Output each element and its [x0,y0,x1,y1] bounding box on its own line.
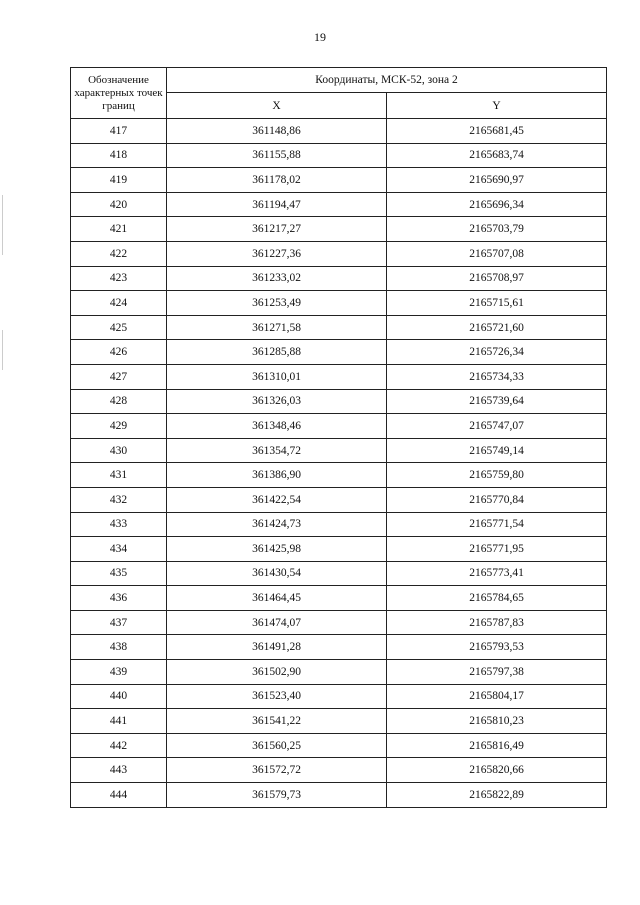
x-coordinate-cell: 361354,72 [167,438,387,463]
table-row [71,143,607,168]
scan-edge-mark [2,195,3,255]
x-coordinate-cell: 361227,36 [167,241,387,266]
table-row [71,291,607,316]
point-number-cell: 430 [71,438,167,463]
x-coordinate-cell: 361541,22 [167,709,387,734]
y-column-header: Y [387,93,607,119]
y-coordinate-cell: 2165820,66 [387,758,607,783]
x-coordinate-cell: 361572,72 [167,758,387,783]
x-coordinate-cell: 361474,07 [167,610,387,635]
point-designation-header: Обозначение характерных точек границ [71,68,167,119]
x-coordinate-cell: 361579,73 [167,783,387,808]
table-row [71,463,607,488]
table-row [71,119,607,144]
table-row [71,414,607,439]
y-coordinate-cell: 2165703,79 [387,217,607,242]
y-coordinate-cell: 2165696,34 [387,192,607,217]
table-row [71,266,607,291]
x-coordinate-cell: 361194,47 [167,192,387,217]
point-number-cell: 432 [71,487,167,512]
table-row [71,709,607,734]
table-row [71,733,607,758]
table-row [71,168,607,193]
y-coordinate-cell: 2165773,41 [387,561,607,586]
point-number-cell: 422 [71,241,167,266]
coordinates-table [70,67,607,808]
point-number-cell: 428 [71,389,167,414]
point-number-cell: 442 [71,733,167,758]
coordinates-header: Координаты, МСК-52, зона 2 [167,68,607,93]
y-coordinate-cell: 2165797,38 [387,660,607,685]
y-coordinate-cell: 2165721,60 [387,315,607,340]
x-column-header: X [167,93,387,119]
x-coordinate-cell: 361155,88 [167,143,387,168]
x-coordinate-cell: 361326,03 [167,389,387,414]
point-number-cell: 426 [71,340,167,365]
table-row [71,241,607,266]
y-coordinate-cell: 2165816,49 [387,733,607,758]
x-coordinate-cell: 361310,01 [167,364,387,389]
x-coordinate-cell: 361178,02 [167,168,387,193]
y-coordinate-cell: 2165793,53 [387,635,607,660]
point-number-cell: 427 [71,364,167,389]
scan-edge-mark [2,330,3,370]
table-row [71,561,607,586]
table-row [71,364,607,389]
y-coordinate-cell: 2165734,33 [387,364,607,389]
point-number-cell: 435 [71,561,167,586]
table-row [71,635,607,660]
x-coordinate-cell: 361285,88 [167,340,387,365]
y-coordinate-cell: 2165771,95 [387,537,607,562]
y-coordinate-cell: 2165771,54 [387,512,607,537]
x-coordinate-cell: 361253,49 [167,291,387,316]
x-coordinate-cell: 361422,54 [167,487,387,512]
table-row [71,512,607,537]
x-coordinate-cell: 361217,27 [167,217,387,242]
y-coordinate-cell: 2165690,97 [387,168,607,193]
point-number-cell: 437 [71,610,167,635]
x-coordinate-cell: 361560,25 [167,733,387,758]
y-coordinate-cell: 2165804,17 [387,684,607,709]
point-number-cell: 429 [71,414,167,439]
y-coordinate-cell: 2165784,65 [387,586,607,611]
table-row [71,684,607,709]
y-coordinate-cell: 2165747,07 [387,414,607,439]
x-coordinate-cell: 361233,02 [167,266,387,291]
table-row [71,758,607,783]
point-number-cell: 440 [71,684,167,709]
table-row [71,438,607,463]
point-number-cell: 444 [71,783,167,808]
point-number-cell: 418 [71,143,167,168]
table-row [71,315,607,340]
point-number-cell: 417 [71,119,167,144]
y-coordinate-cell: 2165759,80 [387,463,607,488]
point-number-cell: 441 [71,709,167,734]
x-coordinate-cell: 361424,73 [167,512,387,537]
table-row [71,192,607,217]
y-coordinate-cell: 2165683,74 [387,143,607,168]
y-coordinate-cell: 2165749,14 [387,438,607,463]
x-coordinate-cell: 361491,28 [167,635,387,660]
table-row [71,586,607,611]
x-coordinate-cell: 361430,54 [167,561,387,586]
table-row [71,340,607,365]
table-row [71,389,607,414]
x-coordinate-cell: 361148,86 [167,119,387,144]
y-coordinate-cell: 2165681,45 [387,119,607,144]
point-number-cell: 439 [71,660,167,685]
table-row [71,610,607,635]
y-coordinate-cell: 2165726,34 [387,340,607,365]
y-coordinate-cell: 2165810,23 [387,709,607,734]
table-body [71,119,607,808]
table-row [71,537,607,562]
x-coordinate-cell: 361425,98 [167,537,387,562]
x-coordinate-cell: 361348,46 [167,414,387,439]
table-row [71,217,607,242]
point-number-cell: 436 [71,586,167,611]
x-coordinate-cell: 361271,58 [167,315,387,340]
point-number-cell: 443 [71,758,167,783]
point-number-cell: 419 [71,168,167,193]
table-row [71,783,607,808]
point-number-cell: 421 [71,217,167,242]
x-coordinate-cell: 361523,40 [167,684,387,709]
x-coordinate-cell: 361464,45 [167,586,387,611]
point-number-cell: 425 [71,315,167,340]
point-number-cell: 420 [71,192,167,217]
point-number-cell: 434 [71,537,167,562]
y-coordinate-cell: 2165715,61 [387,291,607,316]
point-number-cell: 431 [71,463,167,488]
y-coordinate-cell: 2165739,64 [387,389,607,414]
point-number-cell: 424 [71,291,167,316]
page-number: 19 [314,30,326,44]
y-coordinate-cell: 2165707,08 [387,241,607,266]
y-coordinate-cell: 2165787,83 [387,610,607,635]
y-coordinate-cell: 2165822,89 [387,783,607,808]
point-number-cell: 438 [71,635,167,660]
y-coordinate-cell: 2165770,84 [387,487,607,512]
point-number-cell: 423 [71,266,167,291]
y-coordinate-cell: 2165708,97 [387,266,607,291]
x-coordinate-cell: 361386,90 [167,463,387,488]
table-row [71,487,607,512]
table-row [71,660,607,685]
point-number-cell: 433 [71,512,167,537]
x-coordinate-cell: 361502,90 [167,660,387,685]
